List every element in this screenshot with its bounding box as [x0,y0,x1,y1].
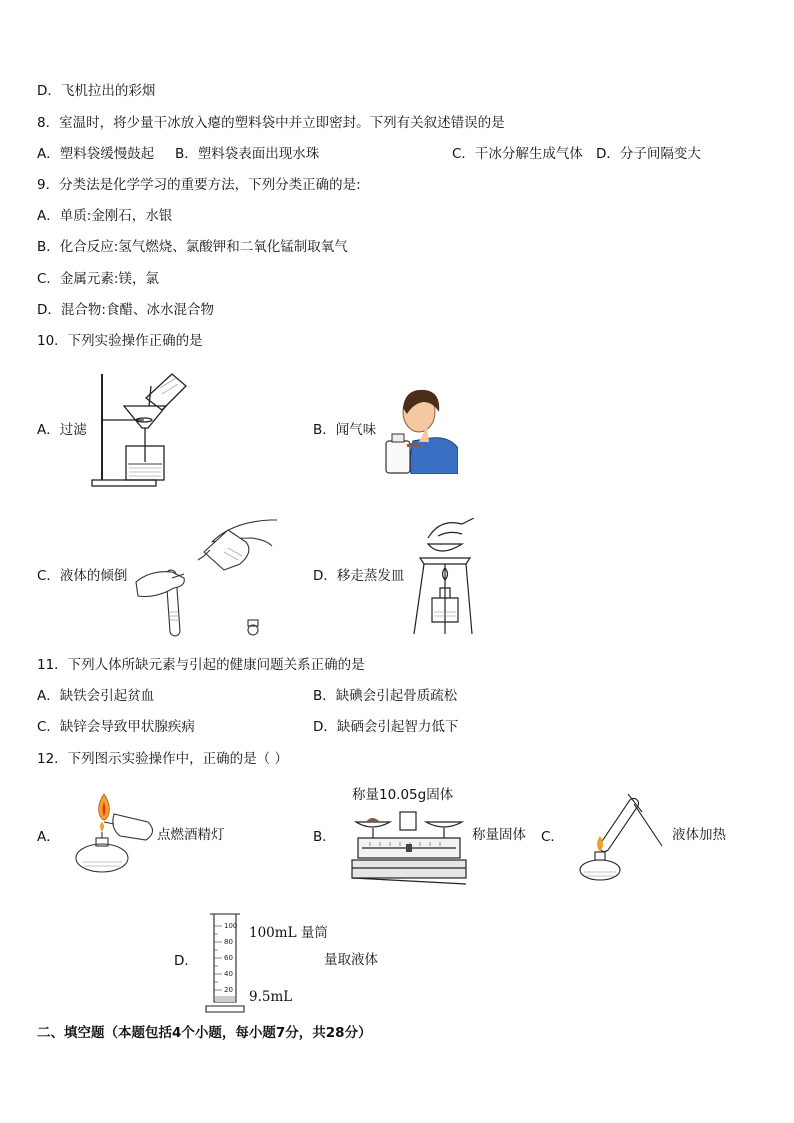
q8-option-d: D．分子间隔变大 [596,146,701,162]
q12-a-caption: 点燃酒精灯 [157,827,225,843]
lighting-alcohol-lamp-figure [70,792,156,878]
q12-d-letter: D． [174,953,198,969]
cylinder-tick-60: 60 [224,954,233,962]
cylinder-tick-20: 20 [224,986,233,994]
smelling-gas-figure [383,386,458,474]
cylinder-tick-80: 80 [224,938,233,946]
q10-stem: 10．下列实验操作正确的是 [37,333,203,349]
q8-option-a: A．塑料袋缓慢鼓起 [37,146,155,162]
q12-d-label-top: 100mL 量筒 [249,925,328,941]
q11-option-c: C．缺锌会导致甲状腺疾病 [37,719,195,735]
q12-a-letter: A． [37,829,60,845]
section-2-heading: 二、填空题（本题包括4个小题，每小题7分，共28分） [37,1025,372,1041]
balance-scale-figure [350,806,468,886]
q9-option-d: D．混合物:食醋、冰水混合物 [37,302,214,318]
filtration-figure [88,366,190,490]
q11-stem: 11．下列人体所缺元素与引起的健康问题关系正确的是 [37,657,365,673]
q12-d-caption: 量取液体 [324,952,378,968]
q11-option-d: D．缺硒会引起智力低下 [313,719,459,735]
q9-stem: 9．分类法是化学学习的重要方法，下列分类正确的是: [37,177,361,193]
q10-option-c: C．液体的倾倒 [37,568,128,584]
q7-option-d: D．飞机拉出的彩烟 [37,83,156,99]
q12-b-letter: B． [313,829,336,845]
q9-option-b: B．化合反应:氢气燃烧、氯酸钾和二氧化锰制取氧气 [37,239,348,255]
q9-option-a: A．单质:金刚石，水银 [37,208,173,224]
q8-option-b: B．塑料袋表面出现水珠 [175,146,320,162]
q10-option-d: D．移走蒸发皿 [313,568,405,584]
q9-option-c: C．金属元素:镁，氯 [37,271,159,287]
q12-d-label-bottom: 9.5mL [249,989,293,1005]
q10-option-b: B．闻气味 [313,422,377,438]
q11-option-b: B．缺碘会引起骨质疏松 [313,688,458,704]
q8-option-c: C．干冰分解生成气体 [452,146,583,162]
q12-c-caption: 液体加热 [672,827,726,843]
q12-stem: 12．下列图示实验操作中，正确的是（ ） [37,751,288,767]
q12-c-letter: C． [541,829,564,845]
heating-liquid-figure [572,790,668,886]
cylinder-tick-100: 100 [224,922,238,930]
q12-b-caption: 称量固体 [472,827,526,843]
q11-option-a: A．缺铁会引起贫血 [37,688,155,704]
q10-option-a: A．过滤 [37,422,87,438]
cylinder-tick-40: 40 [224,970,233,978]
q8-stem: 8．室温时，将少量干冰放入瘪的塑料袋中并立即密封。下列有关叙述错误的是 [37,115,505,131]
evaporating-dish-figure [410,518,476,636]
pouring-liquid-figure [132,512,277,640]
q12-b-top-caption: 称量10.05g固体 [352,787,454,803]
measuring-cylinder-figure [200,912,248,1016]
